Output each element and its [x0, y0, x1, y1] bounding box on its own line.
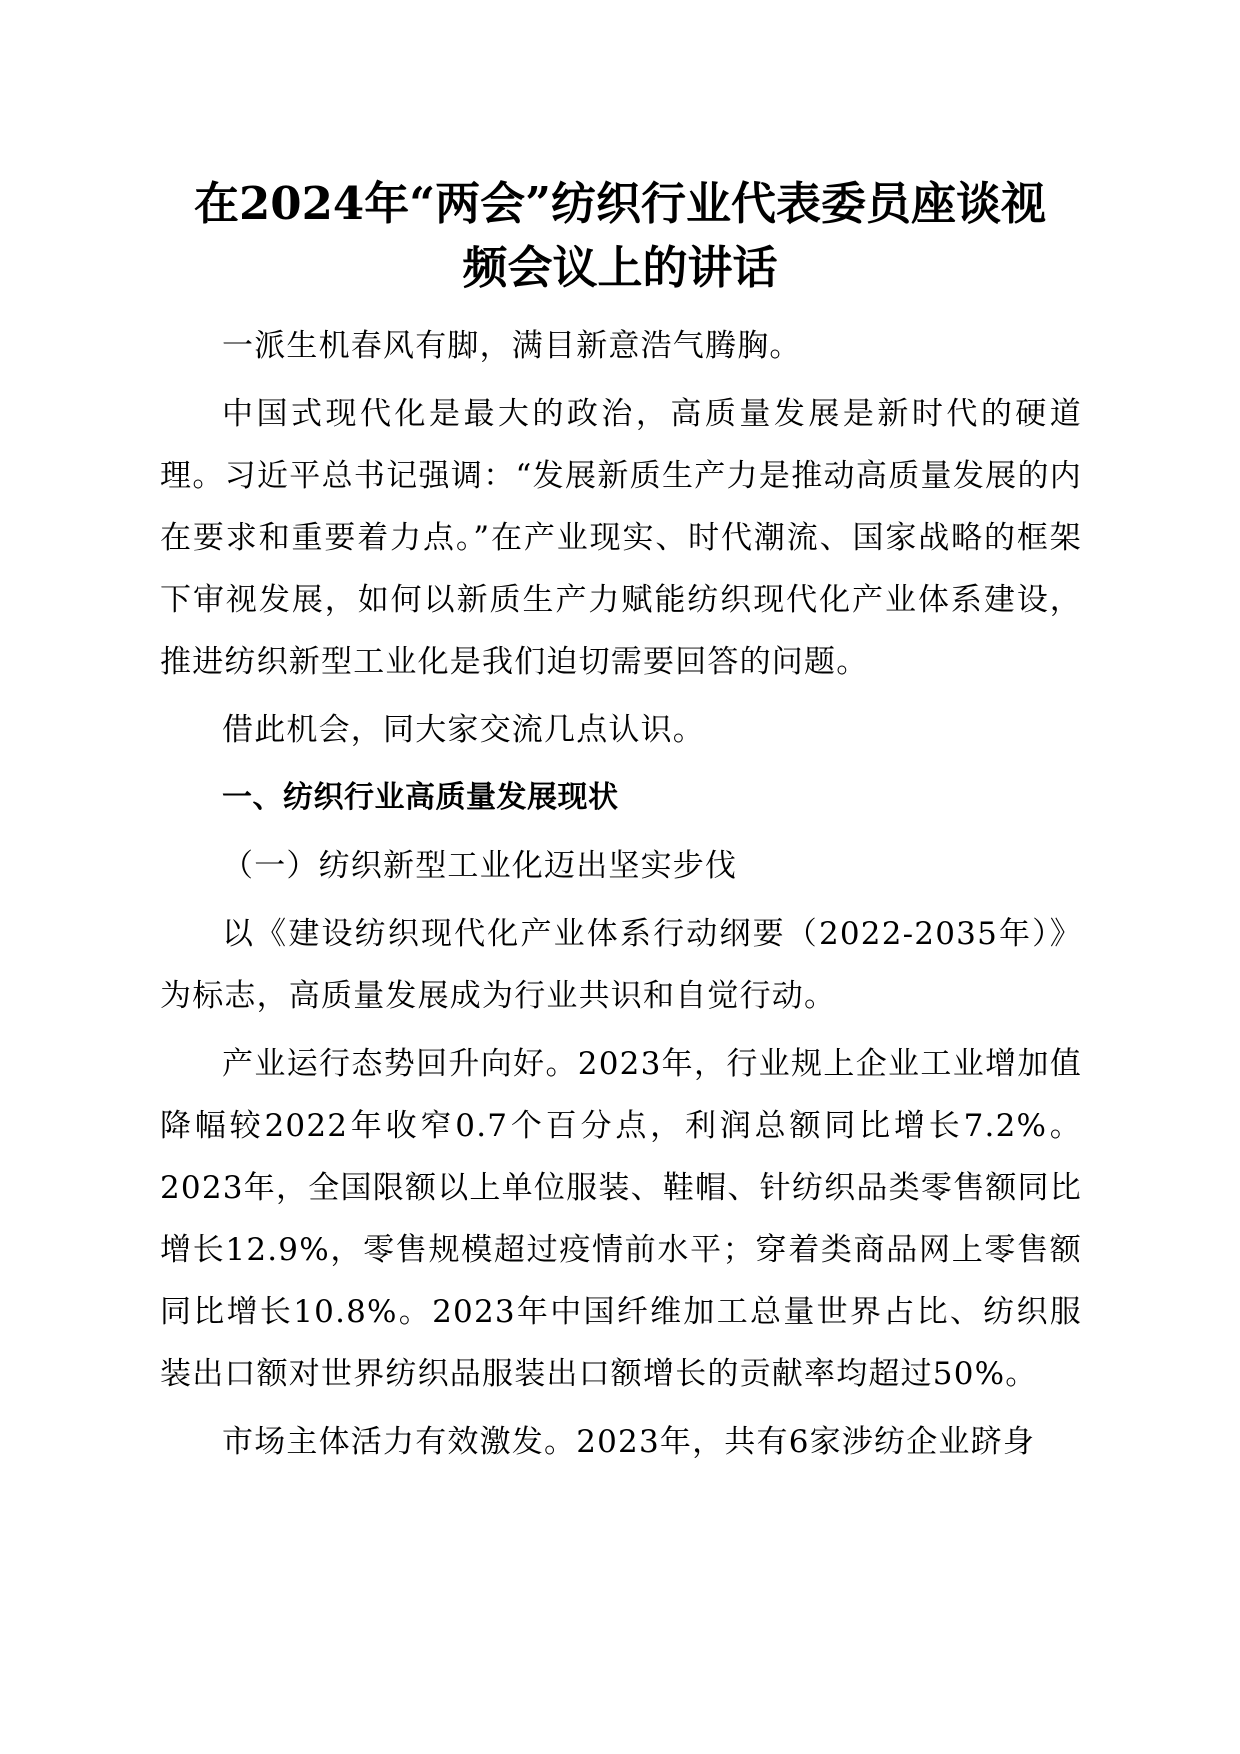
document-body: [160, 315, 1082, 1473]
paragraph-modernization: 中国式现代化是最大的政治，高质量发展是新时代的硬道理。习近平总书记强调：“发展新质生产力是推动高质量发展的内在要求和重要着力点。”在产业现实、时代潮流、国家战略的框架下审视发展，如何以新质生产力赋能纺织现代化产业体系建设，推进纺织新型工业化是我们迫切需要回答的问题。: [160, 396, 1082, 680]
subsection-heading: （一）纺织新型工业化迈出坚实步伐: [222, 848, 738, 884]
paragraph-industry-operation: 产业运行态势回升向好。2023年，行业规上企业工业增加值降幅较2022年收窄0.7个百分点，利润总额同比增长7.2%。2023年，全国限额以上单位服装、鞋帽、针纺织品类零售额同比增长12.9%，零售规模超过疫情前水平；穿着类商品网上零售额同比增长10.8%。2023年中国纤维加工总量世界占比、纺织服装出口额对世界纺织品服装出口额增长的贡献率均超过50%。: [160, 1046, 1082, 1392]
title-line-2: 频会议上的讲话: [462, 241, 778, 294]
title-line-1: 在2024年“两会”纺织行业代表委员座谈视: [193, 177, 1046, 230]
section-heading: 一、纺织行业高质量发展现状: [222, 780, 619, 815]
paragraph-opening: 一派生机春风有脚，满目新意浩气腾胸。: [222, 328, 802, 364]
paragraph-market-vitality: 市场主体活力有效激发。2023年，共有6家涉纺企业跻身: [222, 1424, 1036, 1460]
paragraph-action-outline: 以《建设纺织现代化产业体系行动纲要（2022-2035年）》为标志，高质量发展成为行业共识和自觉行动。: [160, 916, 1082, 1014]
document-title: [150, 172, 1090, 300]
paragraph-exchange: 借此机会，同大家交流几点认识。: [222, 712, 705, 748]
